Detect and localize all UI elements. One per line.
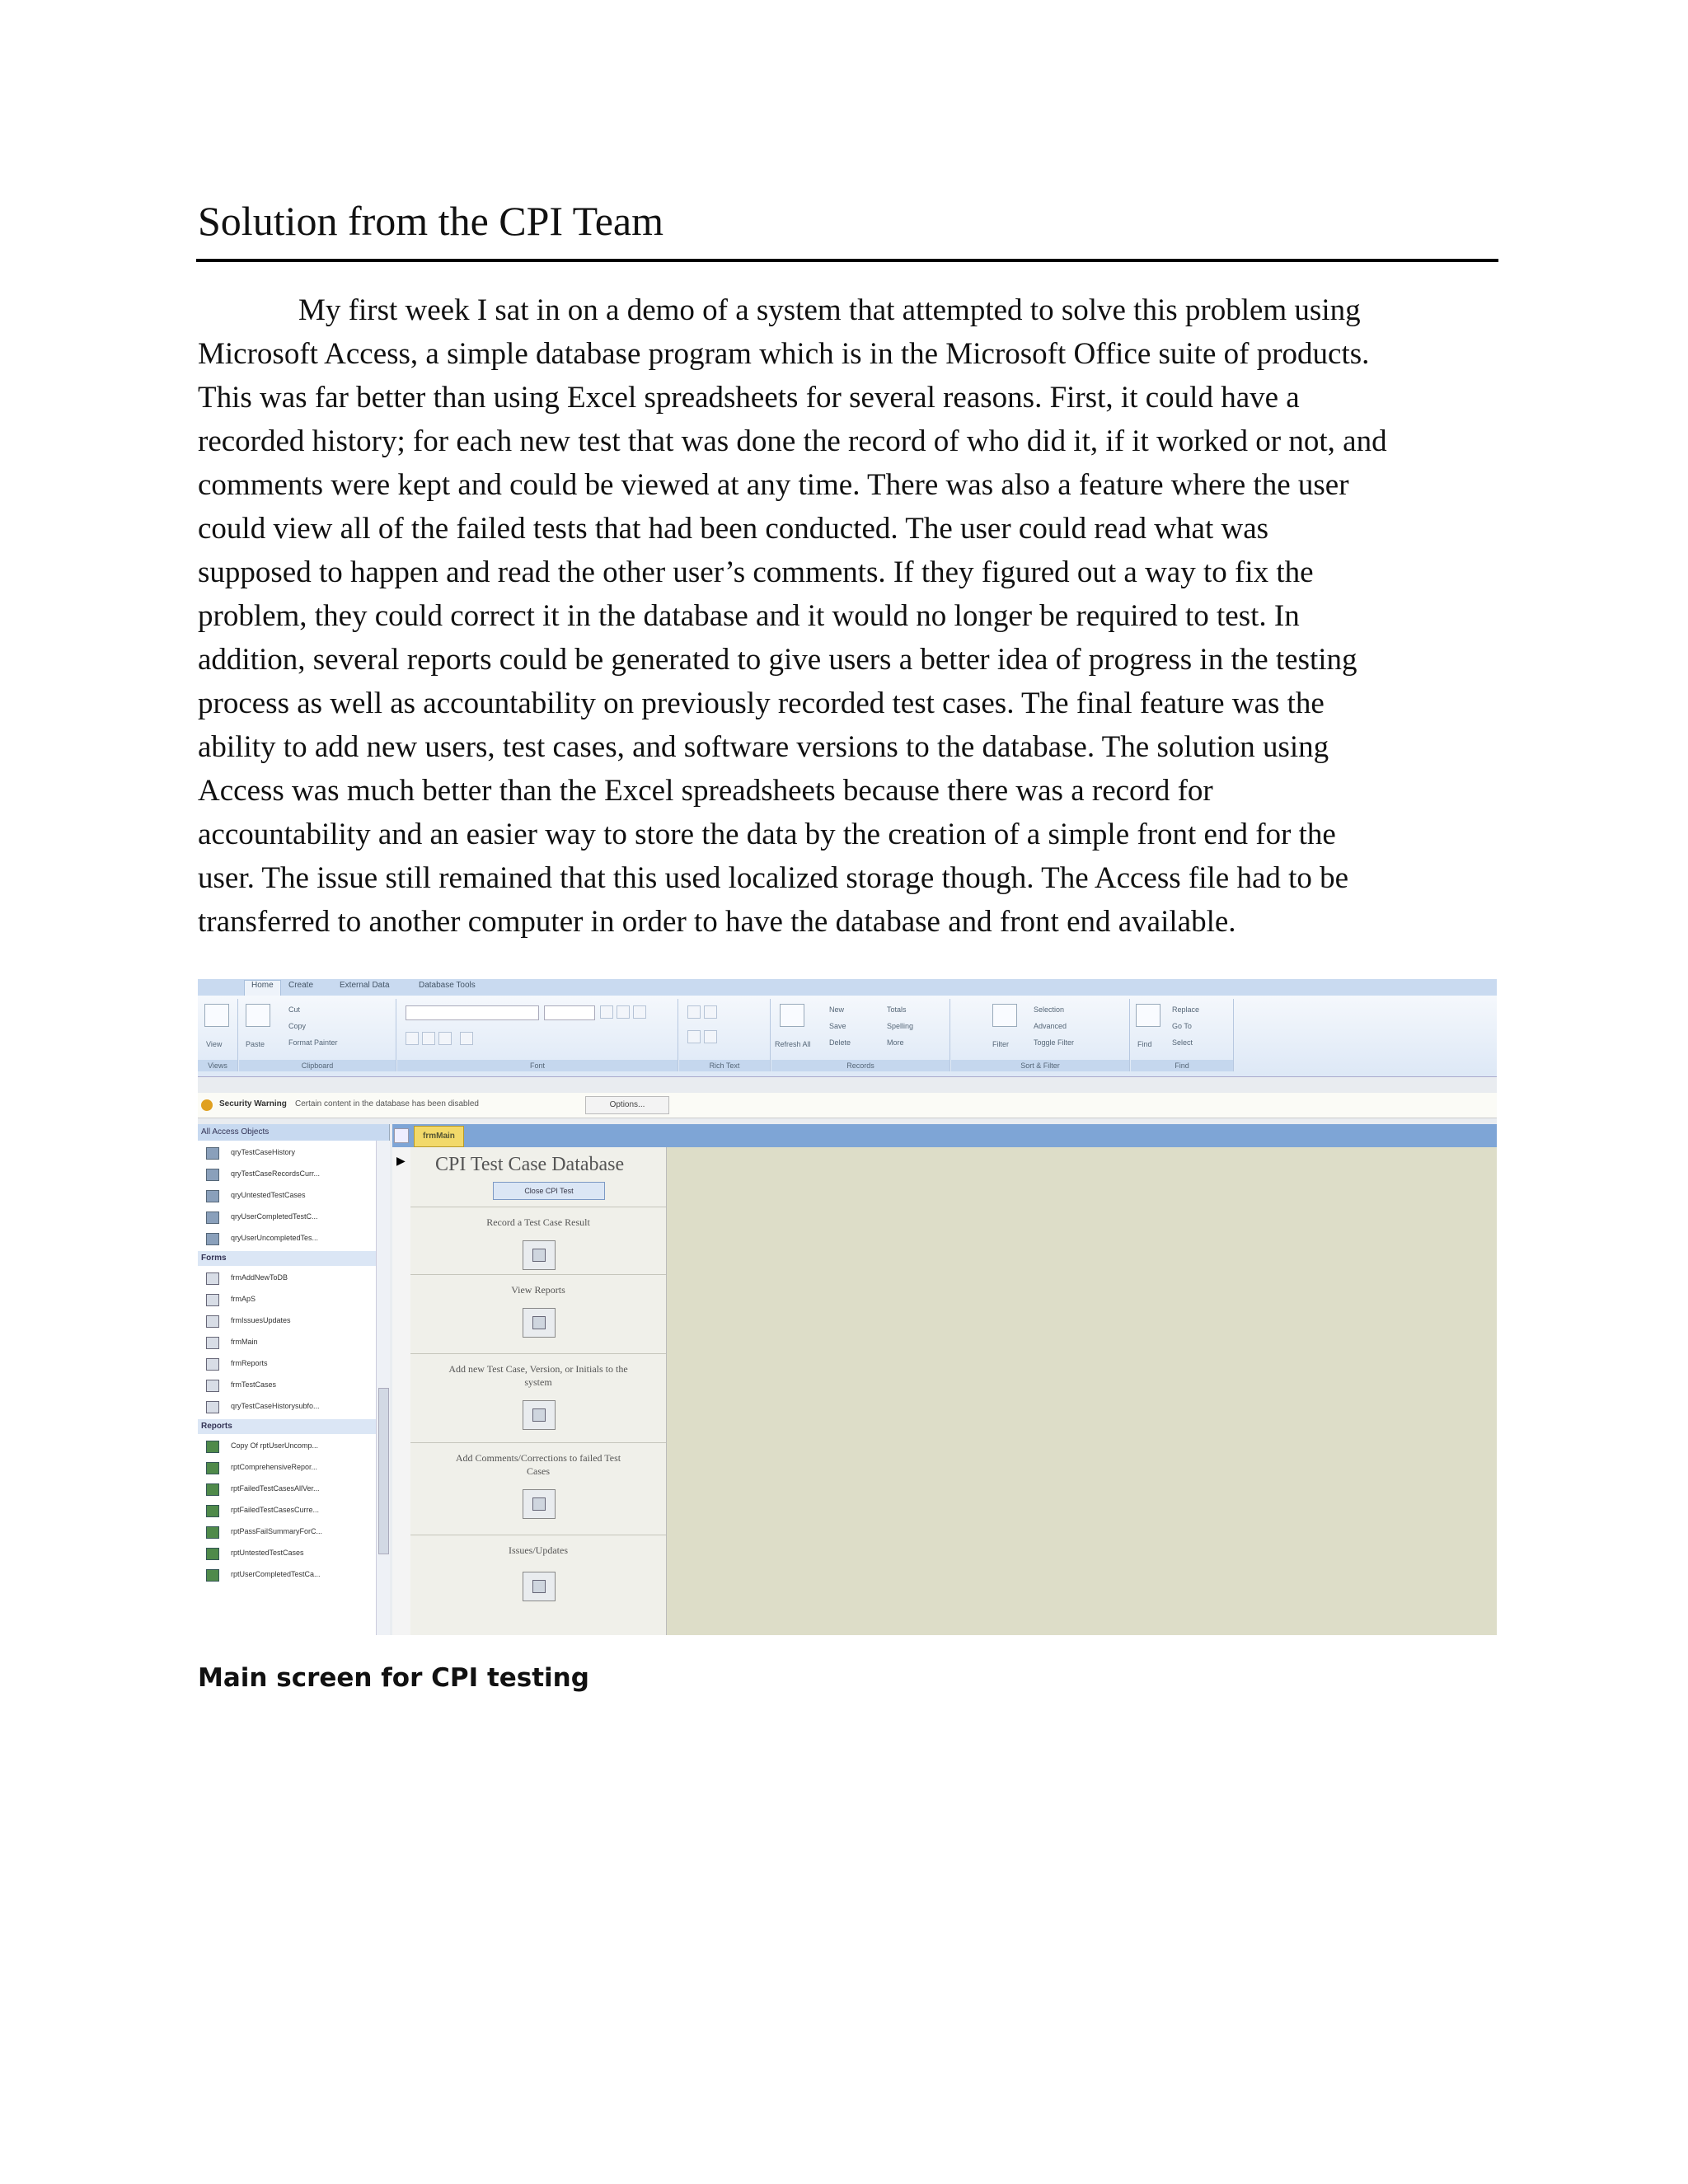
italic-button[interactable] bbox=[422, 1032, 435, 1045]
group-label: Sort & Filter bbox=[951, 1060, 1129, 1071]
body-line: supposed to happen and read the other user’s comments. If they figured out a way to fix the bbox=[198, 555, 1314, 589]
nav-item-report[interactable] bbox=[198, 1457, 376, 1479]
access-screenshot bbox=[198, 979, 1497, 1635]
nav-item-label: frmMain bbox=[231, 1338, 258, 1346]
nav-item-label: rptUntestedTestCases bbox=[231, 1549, 304, 1557]
filter-icon[interactable] bbox=[992, 1004, 1017, 1027]
close-cpi-test-button[interactable]: Close CPI Test bbox=[493, 1182, 605, 1200]
query-icon bbox=[206, 1233, 219, 1245]
body-line: addition, several reports could be generated to give users a better idea of progress in the testing bbox=[198, 643, 1357, 677]
query-icon bbox=[206, 1212, 219, 1224]
nav-item-form[interactable] bbox=[198, 1375, 376, 1396]
outdent-button[interactable] bbox=[704, 1005, 717, 1019]
form-icon bbox=[206, 1337, 219, 1349]
nav-item-query[interactable] bbox=[198, 1228, 376, 1249]
form-icon bbox=[206, 1315, 219, 1328]
report-icon bbox=[206, 1548, 219, 1560]
replace-button[interactable]: Replace bbox=[1172, 1005, 1200, 1014]
nav-item-query[interactable] bbox=[198, 1207, 376, 1228]
paste-button[interactable]: Paste bbox=[246, 1040, 265, 1048]
nav-item-label: qryTestCaseRecordsCurr... bbox=[231, 1169, 321, 1178]
body-line: My first week I sat in on a demo of a system that attempted to solve this problem using bbox=[298, 293, 1361, 327]
paste-icon[interactable] bbox=[246, 1004, 270, 1027]
body-line: Microsoft Access, a simple database program which is in the Microsoft Office suite of products. bbox=[198, 337, 1370, 371]
record-pointer-icon: ▶ bbox=[396, 1154, 406, 1167]
report-icon bbox=[206, 1569, 219, 1582]
form-icon bbox=[206, 1294, 219, 1306]
section-label: View Reports bbox=[511, 1284, 565, 1296]
group-label: Font bbox=[397, 1060, 678, 1071]
ribbon-group-views bbox=[198, 999, 238, 1071]
nav-item-report[interactable] bbox=[198, 1436, 376, 1457]
more-button[interactable]: More bbox=[887, 1038, 904, 1047]
save-record-button[interactable]: Save bbox=[829, 1022, 846, 1030]
nav-item-label: frmAddNewToDB bbox=[231, 1273, 288, 1282]
nav-item-form[interactable] bbox=[198, 1353, 376, 1375]
numbering-button[interactable] bbox=[704, 1030, 717, 1043]
tab-external-data[interactable]: External Data bbox=[340, 981, 390, 990]
form-section-record-result bbox=[410, 1207, 666, 1275]
nav-item-report[interactable] bbox=[198, 1521, 376, 1543]
document-tab-strip bbox=[392, 1124, 1497, 1147]
ribbon-tab-bar bbox=[198, 979, 1497, 996]
ribbon bbox=[198, 996, 1497, 1077]
nav-item-label: Copy Of rptUserUncomp... bbox=[231, 1441, 319, 1450]
nav-item-label: rptPassFailSummaryForC... bbox=[231, 1527, 323, 1535]
font-color-button[interactable] bbox=[460, 1032, 473, 1045]
body-paragraph bbox=[198, 288, 1498, 944]
nav-section-reports[interactable]: Reports bbox=[198, 1419, 376, 1434]
tab-create[interactable]: Create bbox=[288, 981, 314, 990]
nav-item-report[interactable] bbox=[198, 1543, 376, 1564]
nav-item-label: frmApS bbox=[231, 1295, 256, 1303]
tab-home[interactable]: Home bbox=[244, 980, 281, 996]
toggle-filter-button[interactable]: Toggle Filter bbox=[1034, 1038, 1075, 1047]
nav-item-label: qryUntestedTestCases bbox=[231, 1191, 306, 1199]
body-line: user. The issue still remained that this used localized storage though. The Access file had to be bbox=[198, 861, 1349, 895]
nav-item-label: rptUserCompletedTestCa... bbox=[231, 1570, 321, 1578]
report-icon bbox=[206, 1462, 219, 1474]
heading-rule bbox=[196, 259, 1498, 262]
ribbon-group-font bbox=[397, 999, 678, 1071]
bullets-button[interactable] bbox=[687, 1030, 701, 1043]
body-line: could view all of the failed tests that had been conducted. The user could read what was bbox=[198, 512, 1269, 546]
spelling-button[interactable]: Spelling bbox=[887, 1022, 914, 1030]
nav-item-query[interactable] bbox=[198, 1164, 376, 1185]
find-binoculars-icon[interactable] bbox=[1136, 1004, 1160, 1027]
view-button[interactable]: View bbox=[206, 1040, 223, 1048]
body-line: transferred to another computer in order to have the database and front end available. bbox=[198, 905, 1236, 939]
report-icon bbox=[206, 1505, 219, 1517]
nav-item-label: qryTestCaseHistory bbox=[231, 1148, 296, 1156]
tab-frmmain[interactable]: frmMain bbox=[414, 1126, 464, 1147]
query-icon bbox=[206, 1190, 219, 1202]
query-icon bbox=[206, 1169, 219, 1181]
options-button[interactable]: Options... bbox=[585, 1096, 669, 1114]
view-reports-button[interactable] bbox=[523, 1308, 556, 1338]
refresh-all-button[interactable]: Refresh All bbox=[775, 1040, 811, 1048]
security-warning-message: Certain content in the database has been disabled bbox=[295, 1099, 479, 1108]
align-left-button[interactable] bbox=[600, 1005, 613, 1019]
nav-item-form[interactable] bbox=[198, 1268, 376, 1289]
form-section-add-new bbox=[410, 1353, 666, 1443]
form-workspace bbox=[392, 1124, 1497, 1635]
font-name-combo[interactable] bbox=[406, 1005, 539, 1020]
form-icon bbox=[206, 1401, 219, 1413]
body-line: accountability and an easier way to store the data by the creation of a simple front end for the bbox=[198, 818, 1336, 851]
figure-caption: Main screen for CPI testing bbox=[198, 1663, 589, 1693]
ribbon-group-sort-filter bbox=[951, 999, 1130, 1071]
align-center-button[interactable] bbox=[617, 1005, 630, 1019]
nav-item-report[interactable] bbox=[198, 1479, 376, 1500]
view-icon[interactable] bbox=[204, 1004, 229, 1027]
nav-item-form[interactable] bbox=[198, 1289, 376, 1310]
ribbon-group-rich-text bbox=[679, 999, 771, 1071]
copy-button[interactable]: Copy bbox=[288, 1022, 307, 1030]
nav-item-report[interactable] bbox=[198, 1500, 376, 1521]
nav-item-form[interactable] bbox=[198, 1332, 376, 1353]
align-right-button[interactable] bbox=[633, 1005, 646, 1019]
tab-database-tools[interactable]: Database Tools bbox=[419, 981, 476, 990]
group-label: Find bbox=[1131, 1060, 1233, 1071]
delete-record-button[interactable]: Delete bbox=[829, 1038, 851, 1047]
body-line: This was far better than using Excel spreadsheets for several reasons. First, it could have a bbox=[198, 381, 1300, 415]
nav-item-label: rptComprehensiveRepor... bbox=[231, 1463, 318, 1471]
add-new-button[interactable] bbox=[523, 1400, 556, 1430]
nav-section-forms[interactable]: Forms bbox=[198, 1251, 376, 1266]
body-line: ability to add new users, test cases, and software versions to the database. The solution using bbox=[198, 730, 1329, 764]
nav-pane-header[interactable]: All Access Objects bbox=[198, 1124, 389, 1141]
cut-button[interactable]: Cut bbox=[288, 1005, 301, 1014]
navigation-pane bbox=[198, 1124, 390, 1635]
form-icon bbox=[206, 1358, 219, 1371]
section-label: Add new Test Case, Version, or Initials to the system bbox=[448, 1363, 628, 1388]
group-label: Views bbox=[198, 1060, 237, 1071]
nav-item-form[interactable] bbox=[198, 1310, 376, 1332]
body-line: process as well as accountability on previously recorded test cases. The final feature was the bbox=[198, 687, 1325, 720]
nav-item-label: rptFailedTestCasesAllVer... bbox=[231, 1484, 320, 1493]
section-label: Record a Test Case Result bbox=[486, 1216, 590, 1228]
find-button[interactable]: Find bbox=[1137, 1040, 1152, 1048]
new-record-button[interactable]: New bbox=[829, 1005, 845, 1014]
nav-item-label: frmIssuesUpdates bbox=[231, 1316, 291, 1324]
report-icon bbox=[206, 1441, 219, 1453]
nav-item-report[interactable] bbox=[198, 1564, 376, 1586]
security-warning-title: Security Warning bbox=[219, 1099, 287, 1108]
nav-item-label: qryUserCompletedTestC... bbox=[231, 1212, 318, 1221]
record-result-button[interactable] bbox=[523, 1240, 556, 1270]
filter-button[interactable]: Filter bbox=[992, 1040, 1009, 1048]
advanced-button[interactable]: Advanced bbox=[1034, 1022, 1067, 1030]
underline-button[interactable] bbox=[438, 1032, 452, 1045]
record-selector[interactable] bbox=[392, 1147, 411, 1635]
ribbon-group-records bbox=[771, 999, 950, 1071]
issues-updates-button[interactable] bbox=[523, 1572, 556, 1601]
totals-button[interactable]: Totals bbox=[887, 1005, 907, 1014]
nav-item-label: rptFailedTestCasesCurre... bbox=[231, 1506, 320, 1514]
ribbon-group-clipboard bbox=[239, 999, 396, 1071]
main-form bbox=[410, 1147, 667, 1635]
nav-item-form[interactable] bbox=[198, 1396, 376, 1418]
group-label: Rich Text bbox=[679, 1060, 770, 1071]
section-label: Add Comments/Corrections to failed Test Cases bbox=[455, 1452, 621, 1477]
nav-item-label: qryUserUncompletedTes... bbox=[231, 1234, 319, 1242]
body-line: recorded history; for each new test that was done the record of who did it, if it worked or not, and bbox=[198, 424, 1387, 458]
query-icon bbox=[206, 1147, 219, 1160]
font-size-combo[interactable] bbox=[544, 1005, 595, 1020]
nav-item-query[interactable] bbox=[198, 1142, 376, 1164]
warning-shield-icon bbox=[201, 1099, 213, 1111]
security-warning-bar bbox=[198, 1093, 1497, 1118]
refresh-icon[interactable] bbox=[780, 1004, 804, 1027]
form-icon bbox=[206, 1380, 219, 1392]
form-title: CPI Test Case Database bbox=[435, 1154, 625, 1175]
form-section-view-reports bbox=[410, 1274, 666, 1354]
format-painter-button[interactable]: Format Painter bbox=[288, 1038, 338, 1047]
go-to-button[interactable]: Go To bbox=[1172, 1022, 1192, 1030]
section-label: Issues/Updates bbox=[509, 1544, 568, 1556]
body-line: Access was much better than the Excel spreadsheets because there was a record for bbox=[198, 774, 1213, 808]
report-icon bbox=[206, 1483, 219, 1496]
group-label: Clipboard bbox=[239, 1060, 396, 1071]
add-comments-button[interactable] bbox=[523, 1489, 556, 1519]
bold-button[interactable] bbox=[406, 1032, 419, 1045]
form-section-issues-updates bbox=[410, 1535, 666, 1618]
section-heading: Solution from the CPI Team bbox=[198, 198, 663, 244]
indent-button[interactable] bbox=[687, 1005, 701, 1019]
body-line: problem, they could correct it in the database and it would no longer be required to test. In bbox=[198, 599, 1300, 633]
report-icon bbox=[206, 1526, 219, 1539]
nav-item-label: frmReports bbox=[231, 1359, 268, 1367]
body-line: comments were kept and could be viewed at any time. There was also a feature where the user bbox=[198, 468, 1349, 502]
form-icon bbox=[206, 1272, 219, 1285]
group-label: Records bbox=[771, 1060, 950, 1071]
nav-scrollbar-thumb[interactable] bbox=[378, 1388, 389, 1554]
nav-scrollbar[interactable] bbox=[376, 1141, 390, 1635]
nav-item-label: qryTestCaseHistorysubfo... bbox=[231, 1402, 320, 1410]
select-button[interactable]: Select bbox=[1172, 1038, 1193, 1047]
form-section-add-comments bbox=[410, 1442, 666, 1535]
ribbon-group-find bbox=[1131, 999, 1234, 1071]
nav-item-query[interactable] bbox=[198, 1185, 376, 1207]
nav-item-label: frmTestCases bbox=[231, 1380, 277, 1389]
form-tab-icon bbox=[394, 1128, 409, 1143]
selection-button[interactable]: Selection bbox=[1034, 1005, 1065, 1014]
